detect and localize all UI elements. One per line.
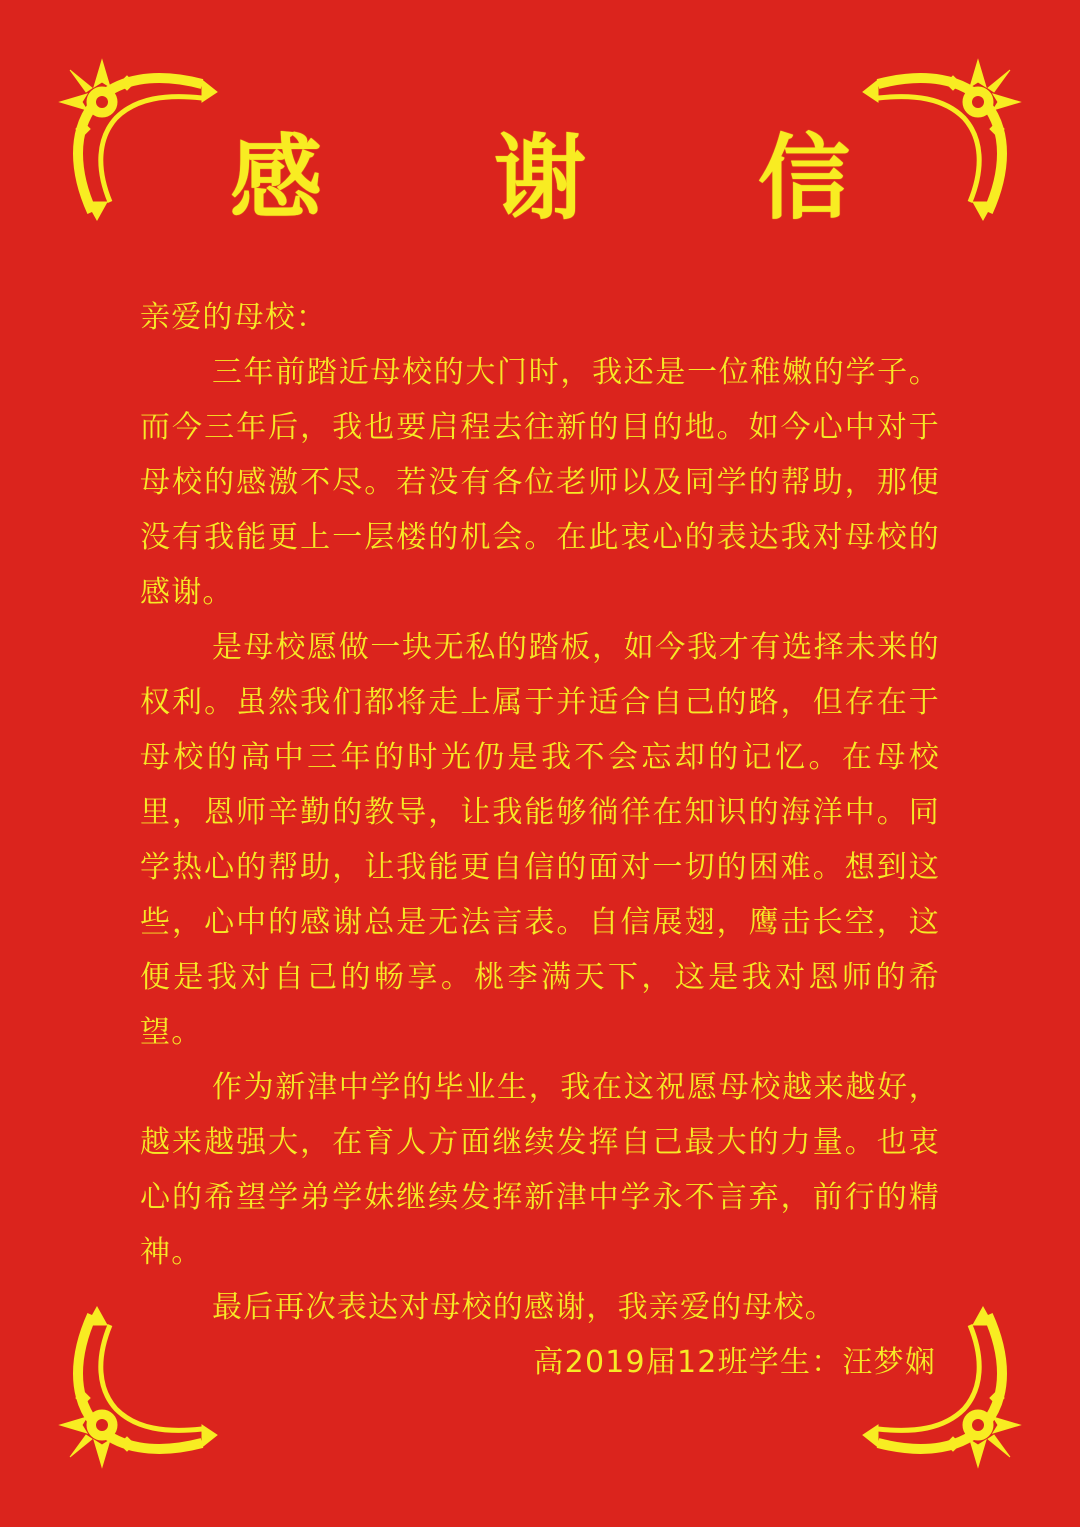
letter-body <box>140 290 940 1390</box>
salutation: 亲爱的母校： <box>140 300 328 335</box>
paragraph-4: 最后再次表达对母校的感谢，我亲爱的母校。 <box>212 1290 836 1325</box>
signature: 高2019届12班学生：汪梦娴 <box>533 1345 936 1380</box>
paragraph-2: 是母校愿做一块无私的踏板，如今我才有选择未来的权利。虽然我们都将走上属于并适合自己的路，但存在于母校的高中三年的时光仍是我不会忘却的记忆。在母校里，恩师辛勤的教导，让我能够徜徉在知识的海洋中。同学热心的帮助，让我能更自信的面对一切的困难。想到这些，心中的感谢总是无法言表。自信展翅，鹰击长空，这便是我对自己的畅享。桃李满天下，这是我对恩师的希望。 <box>140 630 940 1050</box>
paragraph-1: 三年前踏近母校的大门时，我还是一位稚嫩的学子。而今三年后，我也要启程去往新的目的地。如今心中对于母校的感激不尽。若没有各位老师以及同学的帮助，那便没有我能更上一层楼的机会。在此衷心的表达我对母校的感谢。 <box>140 355 940 610</box>
letter-title: 感 谢 信 <box>229 125 921 232</box>
paragraph-3: 作为新津中学的毕业生，我在这祝愿母校越来越好，越来越强大，在育人方面继续发挥自己最大的力量。也衷心的希望学弟学妹继续发挥新津中学永不言弃，前行的精神。 <box>140 1070 940 1270</box>
